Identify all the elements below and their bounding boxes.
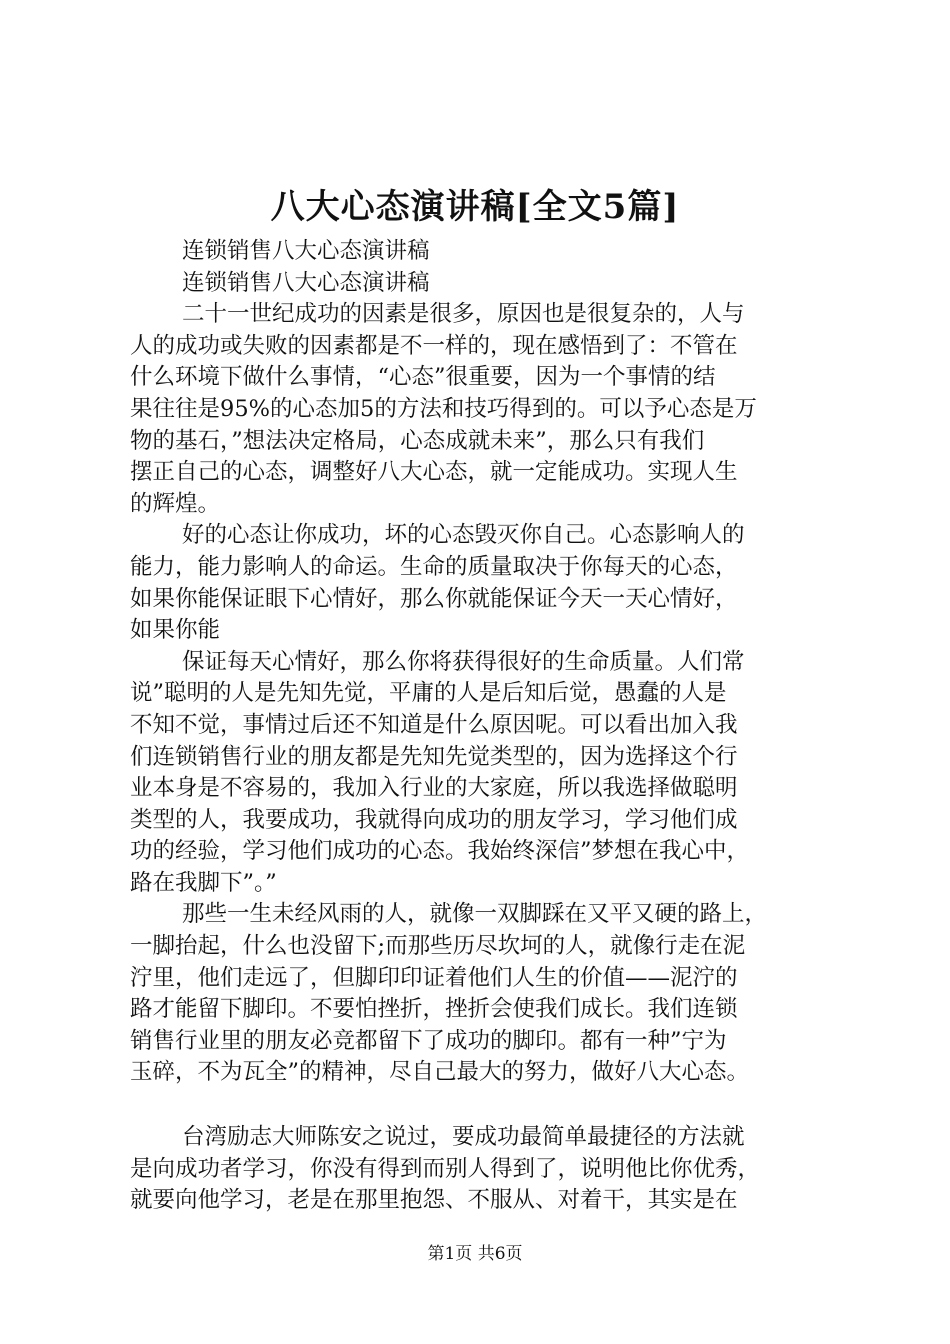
text-line: 果往往是95%的心态加5的方法和技巧得到的。可以予心态是万 (130, 395, 757, 422)
text-line: 就要向他学习，老是在那里抱怨、不服从、对着干，其实是在 (130, 1187, 738, 1214)
document-body (130, 236, 836, 1217)
text-line: 台湾励志大师陈安之说过，要成功最简单最捷径的方法就 (182, 1124, 745, 1151)
text-line: 功的经验，学习他们成功的心态。我始终深信”梦想在我心中， (130, 838, 750, 865)
page-number-footer: 第1页 共6页 (427, 1244, 523, 1264)
text-line: 如果你能保证眼下心情好，那么你就能保证今天一天心情好， (130, 585, 738, 612)
text-line: 一脚抬起，什么也没留下;而那些历尽坎坷的人，就像行走在泥 (130, 933, 746, 960)
subtitle: 连锁销售八大心态演讲稿 (182, 238, 430, 264)
text-line: 不知不觉，事情过后还不知道是什么原因呢。可以看出加入我 (130, 711, 738, 738)
text-line: 物的基石，”想法决定格局，心态成就未来”，那么只有我们 (130, 427, 705, 454)
text-line: 销售行业里的朋友必竞都留下了成功的脚印。都有一种”宁为 (130, 1027, 727, 1054)
text-line: 摆正自己的心态，调整好八大心态，就一定能成功。实现人生 (130, 459, 738, 486)
text-line: 路在我脚下”。” (130, 869, 277, 896)
text-line: 业本身是不容易的，我加入行业的大家庭，所以我选择做聪明 (130, 775, 738, 802)
text-line: 路才能留下脚印。不要怕挫折，挫折会使我们成长。我们连锁 (130, 996, 738, 1023)
text-line: 二十一世纪成功的因素是很多，原因也是很复杂的，人与 (182, 301, 745, 328)
paragraph (130, 647, 836, 900)
text-line: 能力，能力影响人的命运。生命的质量取决于你每天的心态， (130, 553, 738, 580)
paragraph (130, 1122, 836, 1217)
paragraph-gap (130, 1089, 836, 1122)
text-line: 如果你能 (130, 617, 221, 644)
text-line: 的辉煌。 (130, 490, 221, 517)
paragraph (130, 899, 836, 1089)
text-line: 好的心态让你成功，坏的心态毁灭你自己。心态影响人的 (182, 522, 745, 549)
text-line: 是向成功者学习，你没有得到而别人得到了，说明他比你优秀， (130, 1155, 761, 1182)
text-line: 什么环境下做什么事情，“心态”很重要，因为一个事情的结 (130, 364, 716, 391)
text-line: 保证每天心情好，那么你将获得很好的生命质量。人们常 (182, 648, 745, 675)
text-line: 们连锁销售行业的朋友都是先知先觉类型的，因为选择这个行 (130, 743, 738, 770)
document-title: 八大心态演讲稿[全文5篇] (270, 187, 680, 227)
text-line: 类型的人，我要成功，我就得向成功的朋友学习，学习他们成 (130, 806, 738, 833)
text-line: 说”聪明的人是先知先觉，平庸的人是后知后觉，愚蠢的人是 (130, 680, 727, 707)
text-line: 泞里，他们走远了，但脚印印证着他们人生的价值——泥泞的 (130, 964, 738, 991)
paragraph (130, 299, 836, 520)
paragraph (130, 520, 836, 646)
text-line: 那些一生未经风雨的人，就像一双脚踩在又平又硬的路上， (182, 901, 768, 928)
subtitle: 连锁销售八大心态演讲稿 (182, 269, 430, 296)
text-line: 人的成功或失败的因素都是不一样的，现在感悟到了：不管在 (130, 332, 738, 359)
text-line: 玉碎，不为瓦全”的精神，尽自己最大的努力，做好八大心态。 (130, 1059, 750, 1086)
